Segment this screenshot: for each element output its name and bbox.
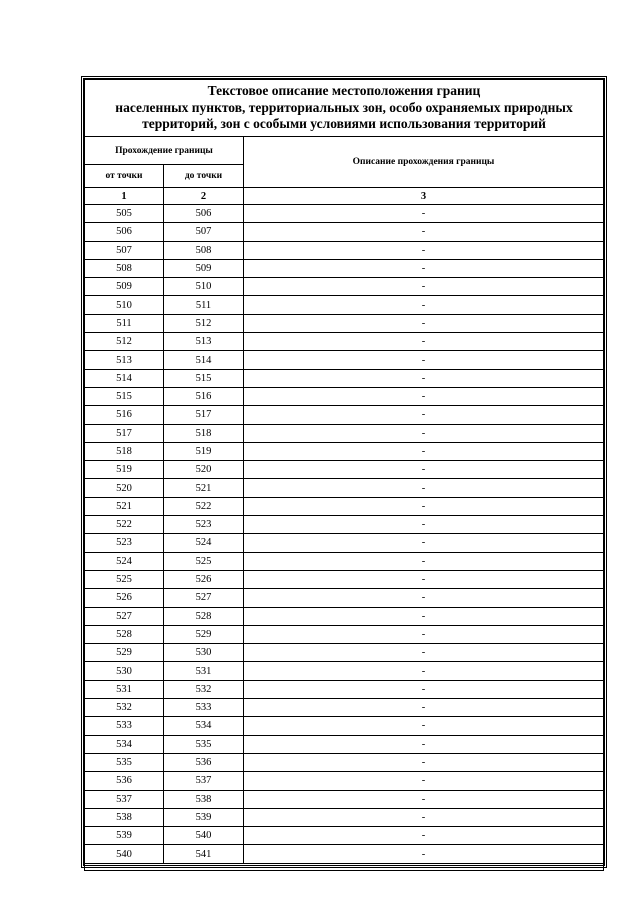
table-row <box>85 351 604 369</box>
from-point-cell: 518 <box>85 442 164 460</box>
from-point-cell: 510 <box>85 296 164 314</box>
description-cell: - <box>244 680 604 698</box>
description-cell: - <box>244 442 604 460</box>
table-row <box>85 735 604 753</box>
from-point-cell: 532 <box>85 699 164 717</box>
table-row <box>85 406 604 424</box>
description-cell: - <box>244 699 604 717</box>
column-number-1: 1 <box>85 188 164 205</box>
description-cell: - <box>244 607 604 625</box>
table-row <box>85 625 604 643</box>
to-point-cell: 528 <box>164 607 244 625</box>
to-point-cell: 518 <box>164 424 244 442</box>
column-number-2: 2 <box>164 188 244 205</box>
to-point-cell: 534 <box>164 717 244 735</box>
table-row <box>85 644 604 662</box>
to-point-cell: 515 <box>164 369 244 387</box>
to-point-cell: 522 <box>164 497 244 515</box>
to-point-cell: 537 <box>164 772 244 790</box>
from-point-cell: 524 <box>85 552 164 570</box>
table-row <box>85 607 604 625</box>
to-point-cell: 526 <box>164 570 244 588</box>
description-cell: - <box>244 827 604 845</box>
from-point-cell: 523 <box>85 534 164 552</box>
table-row <box>85 552 604 570</box>
from-point-cell: 513 <box>85 351 164 369</box>
header-description: Описание прохождения границы <box>244 137 604 188</box>
title-line-2: населенных пунктов, территориальных зон, особо охраняемых природных <box>115 99 573 115</box>
from-point-cell: 533 <box>85 717 164 735</box>
from-point-cell: 525 <box>85 570 164 588</box>
description-cell: - <box>244 644 604 662</box>
to-point-cell: 507 <box>164 223 244 241</box>
to-point-cell: 516 <box>164 387 244 405</box>
from-point-cell: 529 <box>85 644 164 662</box>
from-point-cell: 516 <box>85 406 164 424</box>
table-bottom-rule <box>85 863 604 870</box>
description-cell: - <box>244 314 604 332</box>
table-row <box>85 479 604 497</box>
description-cell: - <box>244 516 604 534</box>
description-cell: - <box>244 790 604 808</box>
description-cell: - <box>244 570 604 588</box>
to-point-cell: 527 <box>164 589 244 607</box>
to-point-cell: 541 <box>164 845 244 863</box>
to-point-cell: 529 <box>164 625 244 643</box>
from-point-cell: 530 <box>85 662 164 680</box>
table-row <box>85 772 604 790</box>
table-row <box>85 827 604 845</box>
description-cell: - <box>244 534 604 552</box>
description-cell: - <box>244 406 604 424</box>
from-point-cell: 537 <box>85 790 164 808</box>
description-cell: - <box>244 387 604 405</box>
to-point-cell: 523 <box>164 516 244 534</box>
table-row <box>85 662 604 680</box>
to-point-cell: 519 <box>164 442 244 460</box>
from-point-cell: 539 <box>85 827 164 845</box>
to-point-cell: 531 <box>164 662 244 680</box>
description-cell: - <box>244 479 604 497</box>
description-cell: - <box>244 296 604 314</box>
from-point-cell: 534 <box>85 735 164 753</box>
description-cell: - <box>244 351 604 369</box>
table-row <box>85 589 604 607</box>
table-row <box>85 699 604 717</box>
title-line-3: территорий, зон с особыми условиями использования территорий <box>142 116 546 132</box>
to-point-cell: 517 <box>164 406 244 424</box>
description-cell: - <box>244 461 604 479</box>
from-point-cell: 517 <box>85 424 164 442</box>
from-point-cell: 540 <box>85 845 164 863</box>
description-cell: - <box>244 808 604 826</box>
header-to-point: до точки <box>164 165 244 188</box>
description-cell: - <box>244 278 604 296</box>
description-cell: - <box>244 753 604 771</box>
table-row <box>85 369 604 387</box>
table-row <box>85 241 604 259</box>
table-row <box>85 808 604 826</box>
to-point-cell: 513 <box>164 333 244 351</box>
to-point-cell: 511 <box>164 296 244 314</box>
column-number-3: 3 <box>244 188 604 205</box>
table-row <box>85 570 604 588</box>
to-point-cell: 508 <box>164 241 244 259</box>
to-point-cell: 512 <box>164 314 244 332</box>
document-title <box>85 80 604 137</box>
description-cell: - <box>244 205 604 223</box>
from-point-cell: 512 <box>85 333 164 351</box>
from-point-cell: 515 <box>85 387 164 405</box>
description-cell: - <box>244 772 604 790</box>
from-point-cell: 511 <box>85 314 164 332</box>
table-row <box>85 205 604 223</box>
table-row <box>85 387 604 405</box>
description-cell: - <box>244 259 604 277</box>
table-row <box>85 442 604 460</box>
boundary-table <box>84 79 604 871</box>
table-row <box>85 424 604 442</box>
header-boundary-passage: Прохождение границы <box>85 137 244 165</box>
table-row <box>85 497 604 515</box>
description-cell: - <box>244 735 604 753</box>
from-point-cell: 506 <box>85 223 164 241</box>
from-point-cell: 536 <box>85 772 164 790</box>
description-cell: - <box>244 333 604 351</box>
to-point-cell: 540 <box>164 827 244 845</box>
description-cell: - <box>244 241 604 259</box>
to-point-cell: 535 <box>164 735 244 753</box>
to-point-cell: 514 <box>164 351 244 369</box>
from-point-cell: 522 <box>85 516 164 534</box>
from-point-cell: 514 <box>85 369 164 387</box>
description-cell: - <box>244 223 604 241</box>
to-point-cell: 510 <box>164 278 244 296</box>
table-row <box>85 753 604 771</box>
description-cell: - <box>244 845 604 863</box>
to-point-cell: 530 <box>164 644 244 662</box>
from-point-cell: 528 <box>85 625 164 643</box>
to-point-cell: 538 <box>164 790 244 808</box>
description-cell: - <box>244 497 604 515</box>
description-cell: - <box>244 552 604 570</box>
title-line-1: Текстовое описание местоположения границ <box>207 83 481 99</box>
to-point-cell: 524 <box>164 534 244 552</box>
to-point-cell: 509 <box>164 259 244 277</box>
table-row <box>85 680 604 698</box>
from-point-cell: 520 <box>85 479 164 497</box>
table-row <box>85 717 604 735</box>
to-point-cell: 521 <box>164 479 244 497</box>
to-point-cell: 525 <box>164 552 244 570</box>
table-row <box>85 516 604 534</box>
table-row <box>85 790 604 808</box>
description-cell: - <box>244 369 604 387</box>
table-row <box>85 296 604 314</box>
from-point-cell: 538 <box>85 808 164 826</box>
to-point-cell: 532 <box>164 680 244 698</box>
header-from-point: от точки <box>85 165 164 188</box>
table-row <box>85 534 604 552</box>
from-point-cell: 535 <box>85 753 164 771</box>
table-row <box>85 314 604 332</box>
to-point-cell: 539 <box>164 808 244 826</box>
to-point-cell: 536 <box>164 753 244 771</box>
from-point-cell: 526 <box>85 589 164 607</box>
from-point-cell: 507 <box>85 241 164 259</box>
description-cell: - <box>244 717 604 735</box>
document-frame <box>81 76 607 868</box>
to-point-cell: 520 <box>164 461 244 479</box>
from-point-cell: 521 <box>85 497 164 515</box>
description-cell: - <box>244 662 604 680</box>
table-row <box>85 845 604 863</box>
to-point-cell: 533 <box>164 699 244 717</box>
from-point-cell: 508 <box>85 259 164 277</box>
table-row <box>85 461 604 479</box>
table-row <box>85 259 604 277</box>
from-point-cell: 509 <box>85 278 164 296</box>
description-cell: - <box>244 625 604 643</box>
description-cell: - <box>244 589 604 607</box>
from-point-cell: 531 <box>85 680 164 698</box>
table-row <box>85 333 604 351</box>
description-cell: - <box>244 424 604 442</box>
from-point-cell: 505 <box>85 205 164 223</box>
table-row <box>85 223 604 241</box>
to-point-cell: 506 <box>164 205 244 223</box>
table-row <box>85 278 604 296</box>
from-point-cell: 527 <box>85 607 164 625</box>
document-inner-frame <box>83 78 605 866</box>
from-point-cell: 519 <box>85 461 164 479</box>
table-body <box>85 205 604 864</box>
